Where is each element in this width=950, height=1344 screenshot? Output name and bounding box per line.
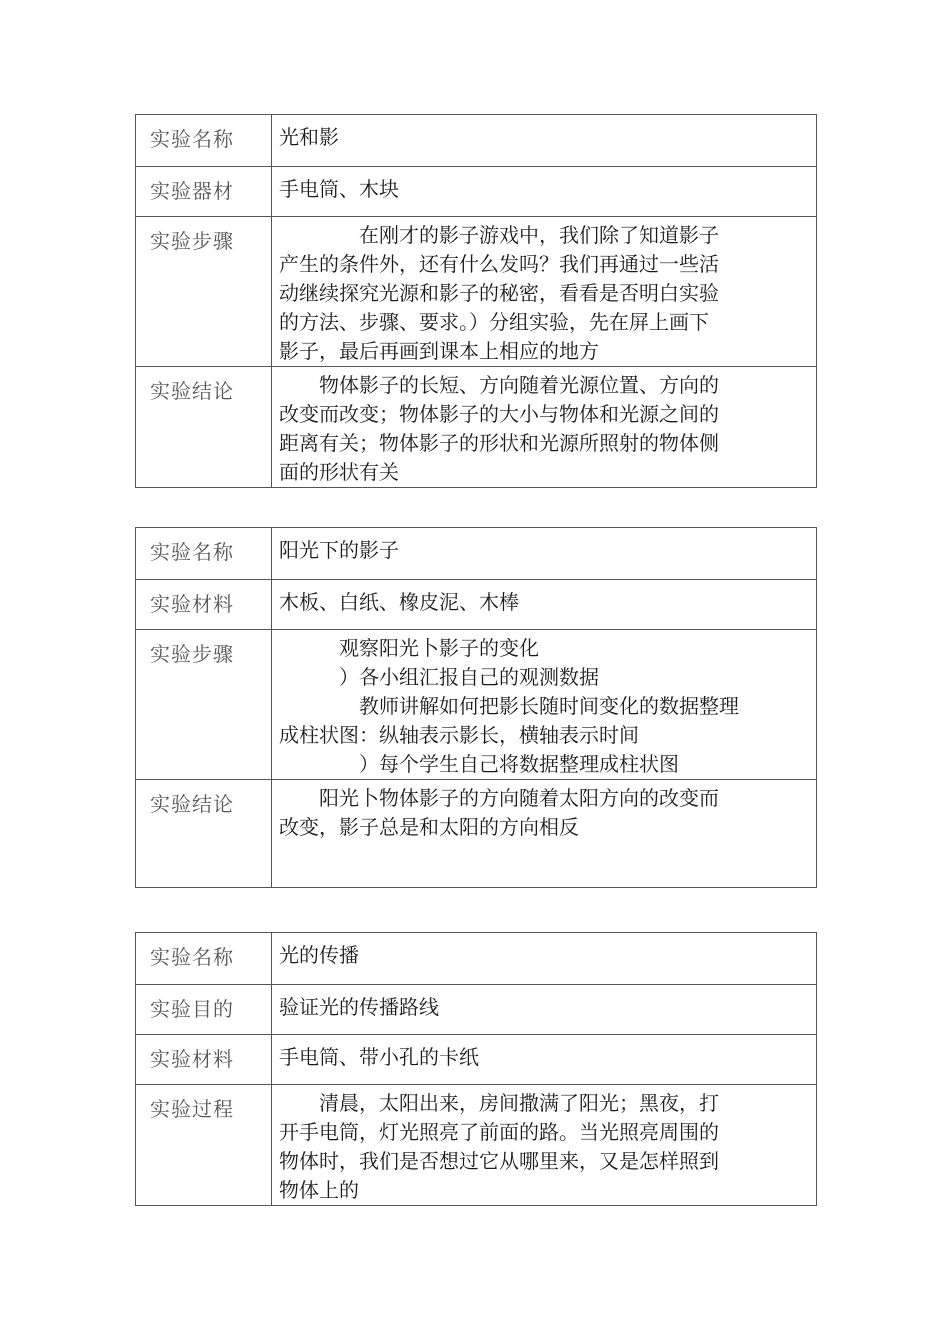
table-row [136,367,817,488]
process-value [272,1085,817,1206]
table-row [136,217,817,367]
table-row [136,1085,817,1206]
text-line: 物体上的 [279,1178,359,1202]
table-row [136,985,817,1035]
name-value: 光的传播 [272,933,817,985]
purpose-value: 验证光的传播路线 [272,985,817,1035]
text-line: 产生的条件外，还有什么发吗？我们再通过一些活 [279,252,719,276]
text-line: 影子，最后再画到课本上相应的地方 [279,339,599,363]
text-line: 教师讲解如何把影长随时间变化的数据整理 [279,694,739,718]
table-row [136,167,817,217]
text-line: 阳光卜物体影子的方向随着太阳方向的改变而 [279,786,719,810]
name-value: 光和影 [272,115,817,167]
text-line: 在刚才的影子游戏中，我们除了知道影子 [279,223,719,247]
text-line: 物体影子的长短、方向随着光源位置、方向的 [279,373,719,397]
text-line: 开手电筒，灯光照亮了前面的路。当光照亮周围的 [279,1120,719,1144]
experiment-table-light-and-shadow [135,114,817,488]
conclusion-value [272,780,817,888]
experiment-table-light-propagation [135,932,817,1206]
steps-label: 实验步骤 [136,217,272,367]
purpose-label: 实验目的 [136,985,272,1035]
conclusion-label: 实验结论 [136,780,272,888]
name-value: 阳光下的影子 [272,528,817,580]
experiment-table-shadows-in-sunlight [135,527,817,888]
text-line: 的方法、步骤、要求。）分组实验，先在屏上画下 [279,310,709,334]
steps-value [272,630,817,780]
steps-label: 实验步骤 [136,630,272,780]
text-line: 面的形状有关 [279,460,399,484]
table-row [136,580,817,630]
text-line: 动继续探究光源和影子的秘密，看看是否明白实验 [279,281,719,305]
text-line: 改变，影子总是和太阳的方向相反 [279,815,579,839]
conclusion-value [272,367,817,488]
text-line: 改变而改变；物体影子的大小与物体和光源之间的 [279,402,719,426]
name-label: 实验名称 [136,115,272,167]
equipment-value: 手电筒、木块 [272,167,817,217]
table-row [136,528,817,580]
text-line: 成柱状图：纵轴表示影长，横轴表示时间 [279,723,639,747]
text-line: 清晨，太阳出来，房间撒满了阳光；黑夜，打 [279,1091,719,1115]
text-line: ）每个学生自己将数据整理成柱状图 [279,752,679,776]
materials-value: 手电筒、带小孔的卡纸 [272,1035,817,1085]
process-label: 实验过程 [136,1085,272,1206]
materials-value: 木板、白纸、橡皮泥、木棒 [272,580,817,630]
equipment-label: 实验器材 [136,167,272,217]
text-line: 物体时，我们是否想过它从哪里来，又是怎样照到 [279,1149,719,1173]
text-line: 距离有关；物体影子的形状和光源所照射的物体侧 [279,431,719,455]
table-row [136,780,817,888]
materials-label: 实验材料 [136,1035,272,1085]
text-line: ）各小组汇报自己的观测数据 [279,665,599,689]
table-row [136,630,817,780]
steps-value [272,217,817,367]
table-row [136,1035,817,1085]
materials-label: 实验材料 [136,580,272,630]
table-row [136,933,817,985]
table-row [136,115,817,167]
conclusion-label: 实验结论 [136,367,272,488]
text-line: 观察阳光卜影子的变化 [279,636,539,660]
name-label: 实验名称 [136,528,272,580]
name-label: 实验名称 [136,933,272,985]
